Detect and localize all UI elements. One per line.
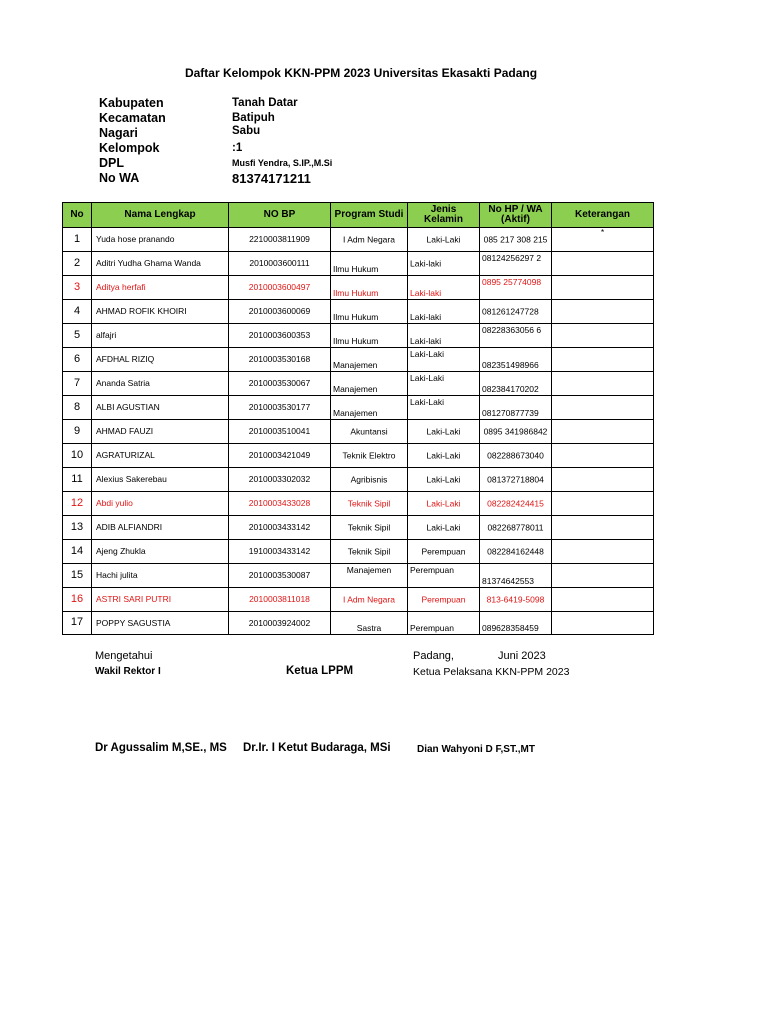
cell-no: 1: [63, 228, 92, 252]
cell-keterangan: [552, 252, 654, 276]
cell-gender: [408, 276, 480, 300]
cell-gender: [408, 564, 480, 588]
kabupaten-value: Tanah Datar: [232, 97, 298, 109]
cell-gender: [408, 612, 480, 635]
cell-hp: [480, 516, 552, 540]
cell-name: Ananda Satria: [92, 372, 229, 396]
header-gender-line2: Kelamin: [424, 214, 463, 225]
cell-bp: 2010003600497: [229, 276, 331, 300]
nagari-value: Sabu: [232, 125, 261, 137]
cell-hp: [480, 468, 552, 492]
cell-bp: 2010003530087: [229, 564, 331, 588]
gender-text: Perempuan: [421, 594, 466, 605]
cell-name: ASTRI SARI PUTRI: [92, 588, 229, 612]
member-table: [62, 202, 654, 635]
nagari-label: Nagari: [99, 126, 138, 140]
cell-bp: 2010003433142: [229, 516, 331, 540]
hp-text: 082284162448: [487, 546, 544, 557]
table-row: [63, 540, 654, 564]
cell-keterangan: [552, 516, 654, 540]
hp-text: 08124256297 2: [482, 253, 542, 263]
cell-bp: 2010003530067: [229, 372, 331, 396]
gender-text: Laki-Laki: [426, 426, 461, 437]
program-text: Ilmu Hukum: [333, 312, 379, 323]
header-program: Program Studi: [331, 203, 408, 228]
table-row: [63, 252, 654, 276]
cell-name: Alexius Sakerebau: [92, 468, 229, 492]
cell-name: Ajeng Zhukla: [92, 540, 229, 564]
header-bp: NO BP: [229, 203, 331, 228]
gender-text: Laki-Laki: [410, 349, 445, 359]
gender-text: Laki-Laki: [426, 498, 461, 509]
kelompok-value: :1: [232, 142, 243, 154]
cell-bp: 2010003600069: [229, 300, 331, 324]
table-row: [63, 468, 654, 492]
cell-gender: [408, 420, 480, 444]
cell-name: Aditri Yudha Ghama Wanda: [92, 252, 229, 276]
header-no: No: [63, 203, 92, 228]
program-text: Manajemen: [333, 384, 378, 395]
cell-no: 17: [63, 612, 92, 635]
hp-text: 082384170202: [482, 384, 539, 395]
dpl-label: DPL: [99, 156, 124, 170]
header-hp-line2: (Aktif): [501, 214, 530, 225]
cell-hp: [480, 492, 552, 516]
signatory-1: Dr Agussalim M,SE., MS: [95, 742, 227, 754]
table-row: [63, 372, 654, 396]
cell-hp: [480, 324, 552, 348]
hp-text: 085 217 308 215: [483, 234, 548, 245]
cell-name: POPPY SAGUSTIA: [92, 612, 229, 635]
header-hp-line1: No HP / WA: [488, 203, 543, 215]
cell-keterangan: [552, 276, 654, 300]
cell-program: [331, 276, 408, 300]
gender-text: Laki-Laki: [426, 450, 461, 461]
cell-name: AHMAD FAUZI: [92, 420, 229, 444]
cell-name: AFDHAL RIZIQ: [92, 348, 229, 372]
cell-gender: [408, 396, 480, 420]
header-name: Nama Lengkap: [92, 203, 229, 228]
gender-text: Perempuan: [410, 565, 454, 575]
place-label: Padang,: [413, 650, 454, 662]
gender-text: Perempuan: [421, 546, 466, 557]
kecamatan-label: Kecamatan: [99, 111, 166, 125]
cell-bp: 2010003433028: [229, 492, 331, 516]
cell-gender: [408, 252, 480, 276]
cell-program: [331, 516, 408, 540]
gender-text: Laki-laki: [410, 312, 442, 323]
program-text: Sastra: [356, 623, 382, 634]
program-text: I Adm Negara: [343, 594, 395, 605]
cell-no: 8: [63, 396, 92, 420]
wa-label: No WA: [99, 171, 140, 185]
program-text: I Adm Negara: [343, 234, 395, 245]
header-gender: [408, 203, 480, 228]
table-row: [63, 420, 654, 444]
table-row: [63, 492, 654, 516]
cell-name: AGRATURIZAL: [92, 444, 229, 468]
gender-text: Laki-Laki: [426, 522, 461, 533]
cell-no: 12: [63, 492, 92, 516]
cell-no: 5: [63, 324, 92, 348]
cell-program: [331, 540, 408, 564]
cell-name: AHMAD ROFIK KHOIRI: [92, 300, 229, 324]
table-row: [63, 396, 654, 420]
gender-text: Laki-laki: [410, 258, 442, 269]
cell-gender: [408, 228, 480, 252]
cell-hp: [480, 564, 552, 588]
hp-text: 081270877739: [482, 408, 539, 419]
program-text: Teknik Sipil: [347, 498, 391, 509]
cell-keterangan: [552, 588, 654, 612]
cell-gender: [408, 516, 480, 540]
cell-no: 11: [63, 468, 92, 492]
program-text: Teknik Elektro: [342, 450, 396, 461]
cell-gender: [408, 300, 480, 324]
cell-bp: 2010003510041: [229, 420, 331, 444]
cell-gender: [408, 588, 480, 612]
gender-text: Laki-Laki: [426, 234, 461, 245]
cell-no: 9: [63, 420, 92, 444]
table-row: [63, 564, 654, 588]
program-text: Ilmu Hukum: [333, 336, 379, 347]
cell-hp: [480, 396, 552, 420]
cell-program: [331, 396, 408, 420]
header-gender-line1: Jenis: [430, 203, 457, 215]
cell-hp: [480, 612, 552, 635]
table-row: [63, 444, 654, 468]
kelompok-label: Kelompok: [99, 141, 160, 155]
cell-program: [331, 588, 408, 612]
program-text: Agribisnis: [350, 474, 388, 485]
program-text: Teknik Sipil: [347, 546, 391, 557]
cell-bp: 2010003530177: [229, 396, 331, 420]
cell-bp: 2010003530168: [229, 348, 331, 372]
cell-no: 2: [63, 252, 92, 276]
cell-name: alfajri: [92, 324, 229, 348]
table-row: [63, 228, 654, 252]
header-hp: [480, 203, 552, 228]
cell-name: Yuda hose pranando: [92, 228, 229, 252]
cell-no: 15: [63, 564, 92, 588]
table-row: [63, 612, 654, 635]
gender-text: Laki-Laki: [426, 474, 461, 485]
wa-value: 81374171211: [232, 171, 311, 186]
cell-gender: [408, 324, 480, 348]
table-row: [63, 300, 654, 324]
cell-keterangan: [552, 444, 654, 468]
cell-hp: [480, 252, 552, 276]
cell-keterangan: [552, 540, 654, 564]
cell-program: [331, 564, 408, 588]
cell-keterangan: [552, 300, 654, 324]
hp-text: 082282424415: [487, 498, 544, 509]
cell-gender: [408, 468, 480, 492]
cell-keterangan: [552, 396, 654, 420]
table-header-row: [63, 203, 654, 228]
table-row: [63, 516, 654, 540]
cell-name: ADIB ALFIANDRI: [92, 516, 229, 540]
cell-no: 7: [63, 372, 92, 396]
program-text: Manajemen: [333, 360, 378, 371]
gender-text: Laki-Laki: [410, 373, 445, 383]
cell-keterangan: [552, 612, 654, 635]
hp-text: 082351498966: [482, 360, 539, 371]
cell-keterangan: [552, 492, 654, 516]
cell-gender: [408, 540, 480, 564]
cell-bp: 2010003421049: [229, 444, 331, 468]
cell-hp: [480, 588, 552, 612]
ketua-pelaksana-label: Ketua Pelaksana KKN-PPM 2023: [413, 666, 570, 678]
hp-text: 0895 341986842: [483, 426, 548, 437]
cell-hp: [480, 540, 552, 564]
hp-text: 082268778011: [487, 522, 544, 533]
program-text: Manajemen: [346, 565, 392, 575]
table-row: [63, 276, 654, 300]
cell-name: Hachi julita: [92, 564, 229, 588]
program-text: Akuntansi: [350, 426, 388, 437]
cell-no: 10: [63, 444, 92, 468]
cell-name: ALBI AGUSTIAN: [92, 396, 229, 420]
cell-keterangan: [552, 420, 654, 444]
gender-text: Laki-Laki: [410, 397, 445, 407]
dpl-value: Musfi Yendra, S.IP.,M.Si: [232, 158, 333, 168]
signatory-3: Dian Wahyoni D F,ST.,MT: [417, 744, 535, 755]
cell-keterangan: [552, 372, 654, 396]
table-row: [63, 588, 654, 612]
hp-text: 813-6419-5098: [486, 594, 545, 605]
cell-bp: 2010003924002: [229, 612, 331, 635]
table-row: [63, 348, 654, 372]
cell-bp: 2210003811909: [229, 228, 331, 252]
cell-bp: 2010003600111: [229, 252, 331, 276]
cell-no: 4: [63, 300, 92, 324]
program-text: Ilmu Hukum: [333, 264, 379, 275]
cell-gender: [408, 444, 480, 468]
cell-no: 6: [63, 348, 92, 372]
cell-hp: [480, 444, 552, 468]
cell-no: 13: [63, 516, 92, 540]
cell-hp: [480, 372, 552, 396]
cell-program: [331, 444, 408, 468]
cell-no: 3: [63, 276, 92, 300]
program-text: Ilmu Hukum: [333, 288, 379, 299]
cell-program: [331, 252, 408, 276]
gender-text: Perempuan: [410, 623, 454, 634]
mengetahui-label: Mengetahui: [95, 650, 153, 662]
cell-hp: [480, 300, 552, 324]
cell-name: Aditya herfafi: [92, 276, 229, 300]
cell-program: [331, 228, 408, 252]
hp-text: 0895 25774098: [482, 277, 542, 287]
cell-program: [331, 348, 408, 372]
page-title: Daftar Kelompok KKN-PPM 2023 Universitas Ekasakti Padang: [184, 66, 538, 80]
gender-text: Laki-laki: [410, 288, 442, 299]
program-text: Teknik Sipil: [347, 522, 391, 533]
cell-program: [331, 372, 408, 396]
date-label: Juni 2023: [498, 650, 546, 662]
hp-text: 089628358459: [482, 623, 539, 634]
cell-program: [331, 300, 408, 324]
cell-keterangan: [552, 468, 654, 492]
hp-text: 08228363056 6: [482, 325, 542, 335]
cell-program: [331, 324, 408, 348]
gender-text: Laki-laki: [410, 336, 442, 347]
ketua-lppm-label: Ketua LPPM: [286, 665, 354, 677]
cell-program: [331, 612, 408, 635]
cell-program: [331, 468, 408, 492]
cell-gender: [408, 492, 480, 516]
hp-text: 081261247728: [482, 306, 539, 317]
wakil-rektor-label: Wakil Rektor I: [95, 666, 161, 677]
header-keterangan: Keterangan: [552, 203, 654, 228]
cell-keterangan: [552, 324, 654, 348]
cell-hp: [480, 276, 552, 300]
hp-text: 081372718804: [487, 474, 544, 485]
cell-bp: 2010003811018: [229, 588, 331, 612]
cell-hp: [480, 420, 552, 444]
cell-bp: 2010003302032: [229, 468, 331, 492]
cell-no: 14: [63, 540, 92, 564]
cell-gender: [408, 372, 480, 396]
cell-no: 16: [63, 588, 92, 612]
table-row: [63, 324, 654, 348]
cell-hp: [480, 348, 552, 372]
kecamatan-value: Batipuh: [232, 112, 275, 124]
cell-keterangan: [552, 564, 654, 588]
hp-text: 81374642553: [482, 576, 535, 587]
cell-keterangan: [552, 348, 654, 372]
cell-keterangan: *: [552, 228, 654, 252]
cell-program: [331, 492, 408, 516]
cell-gender: [408, 348, 480, 372]
signatory-2: Dr.Ir. I Ketut Budaraga, MSi: [243, 742, 391, 754]
kabupaten-label: Kabupaten: [99, 96, 164, 110]
program-text: Manajemen: [333, 408, 378, 419]
cell-program: [331, 420, 408, 444]
cell-name: Abdi yulio: [92, 492, 229, 516]
hp-text: 082288673040: [487, 450, 544, 461]
cell-hp: [480, 228, 552, 252]
cell-bp: 1910003433142: [229, 540, 331, 564]
cell-bp: 2010003600353: [229, 324, 331, 348]
